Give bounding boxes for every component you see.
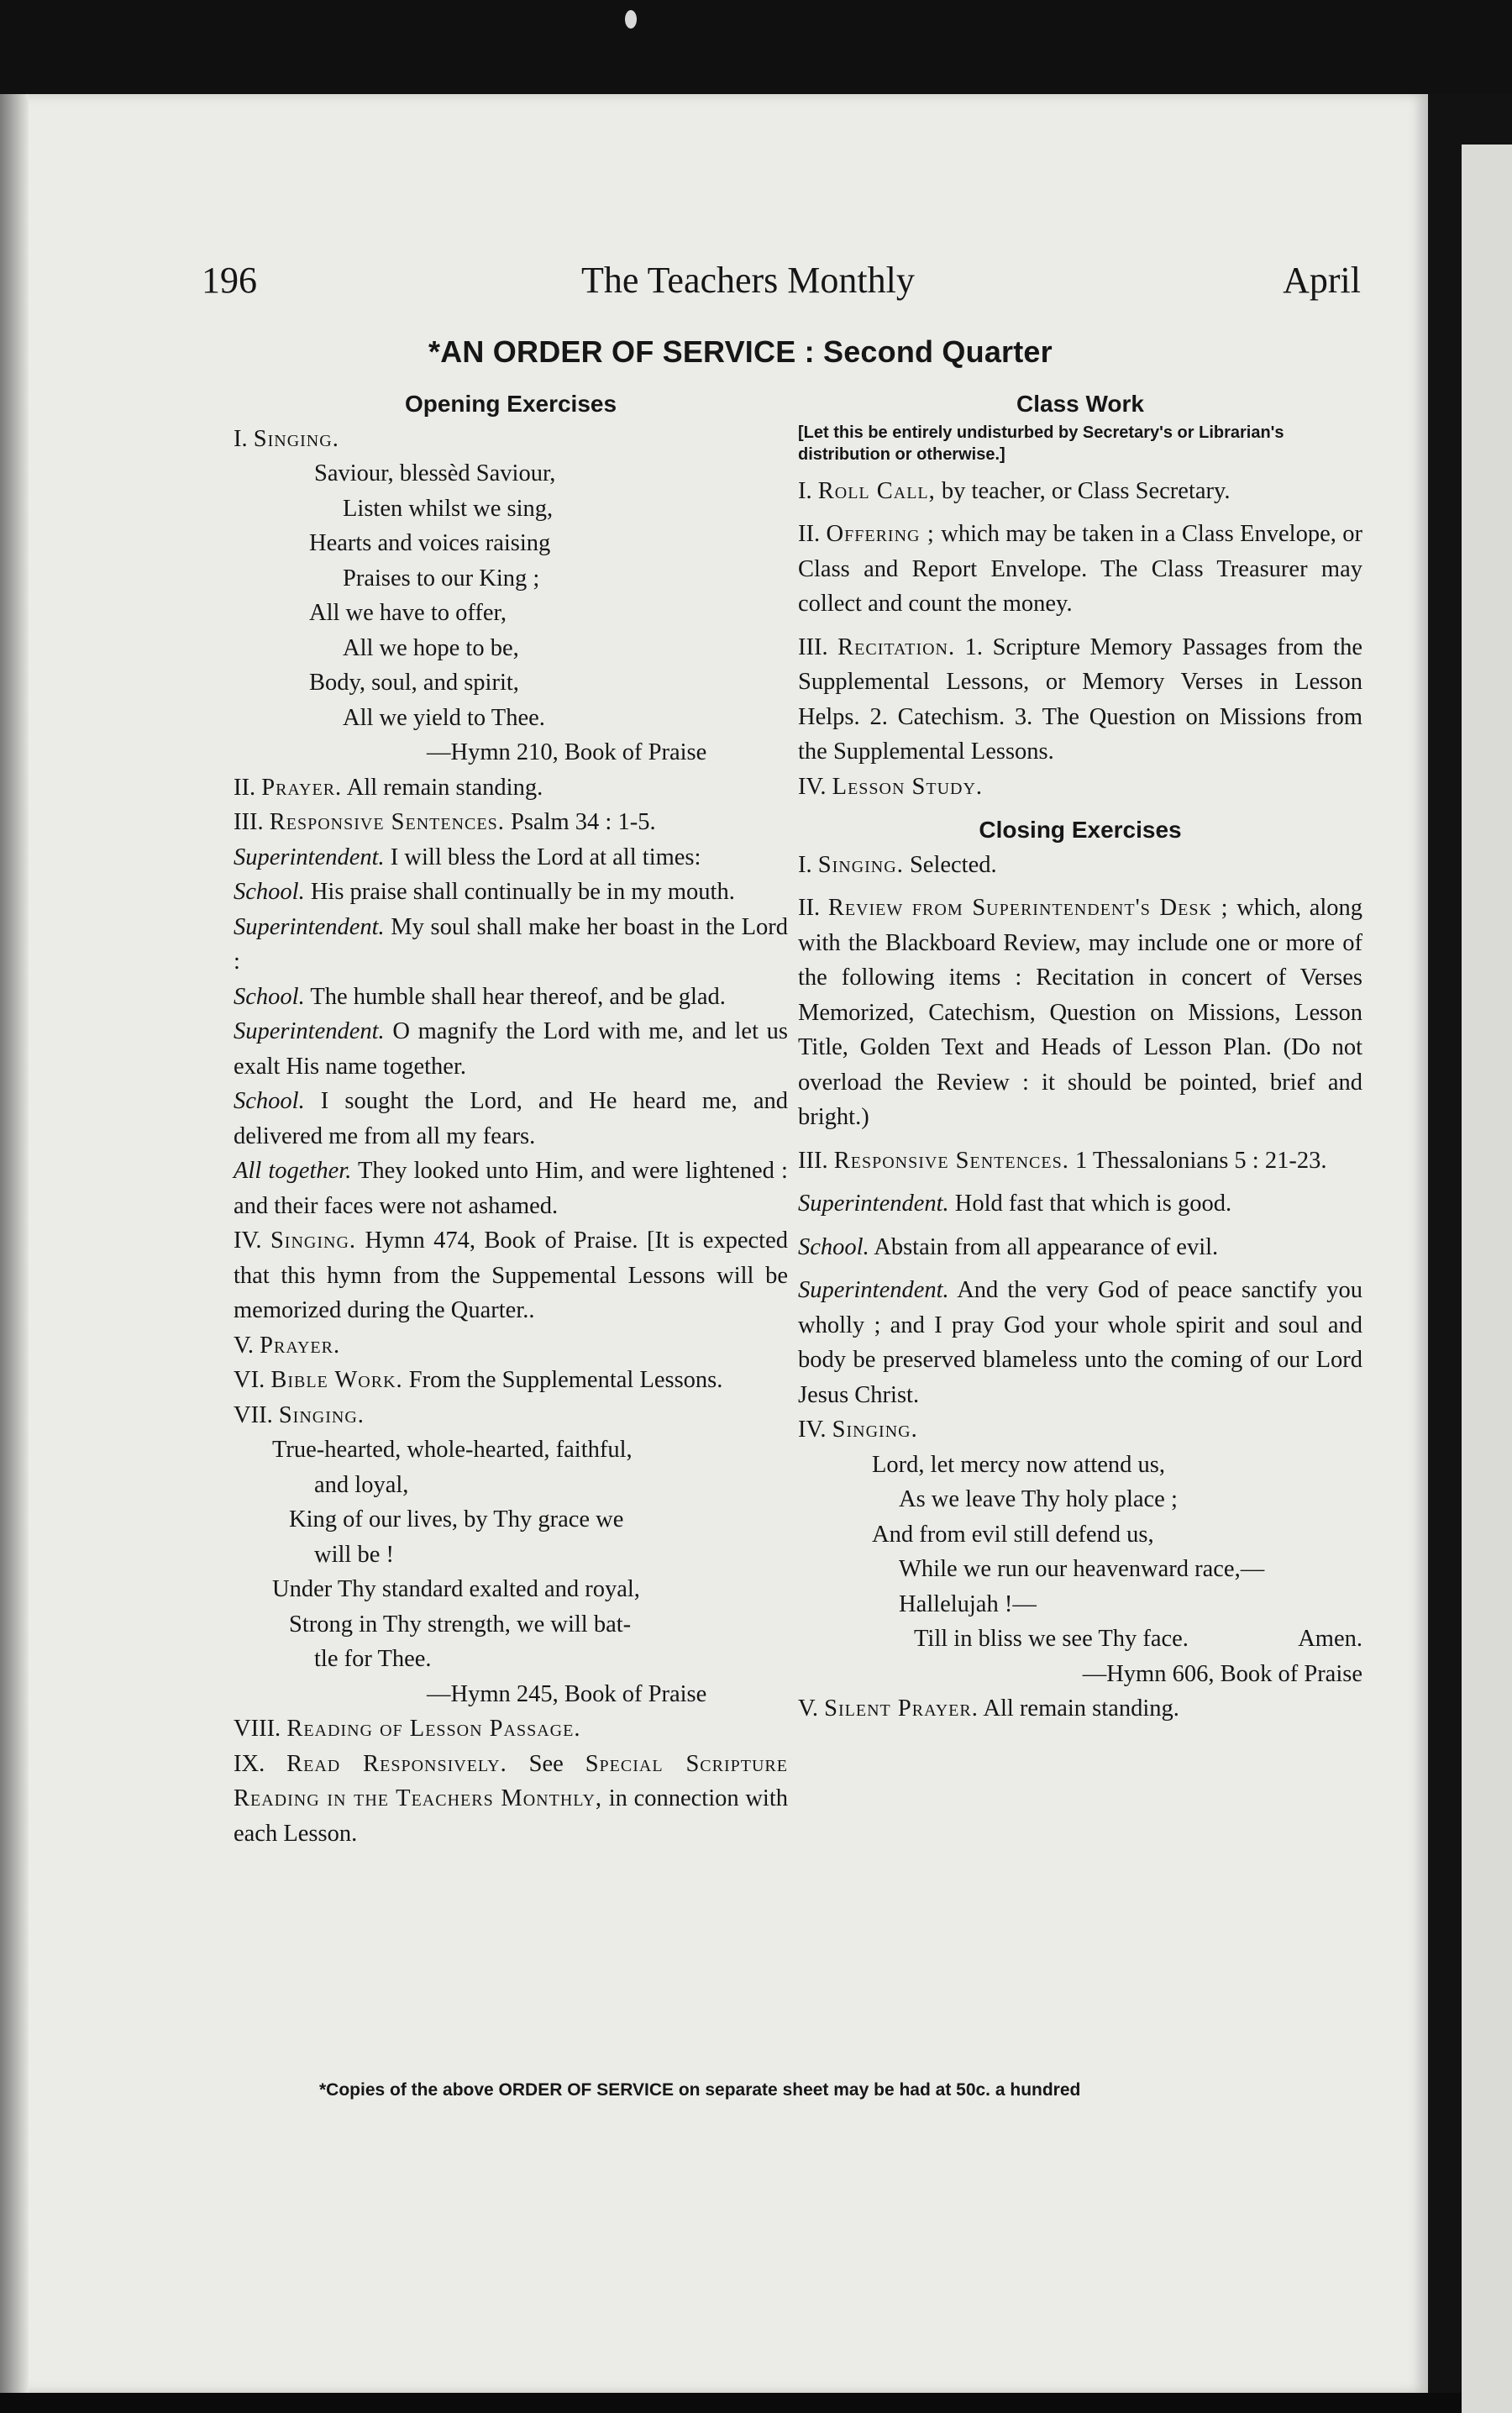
hymn-line: Listen whilst we sing, bbox=[343, 495, 554, 522]
hymn-attribution: —Hymn 245, Book of Praise bbox=[427, 1680, 707, 1707]
hymn-line: will be ! bbox=[314, 1541, 394, 1568]
hymn-line: True-hearted, whole-hearted, faithful, bbox=[272, 1437, 633, 1463]
hymn-line: Hallelujah !— bbox=[899, 1590, 1037, 1617]
responsive-line: All together. They looked unto Him, and were lightened : and their faces were not ashamed. bbox=[234, 1158, 788, 1219]
responsive-line: School. His praise shall continually be in my mouth. bbox=[234, 879, 735, 905]
item-lesson-study: IV. Lesson Study. bbox=[798, 773, 984, 800]
hymn-line: Lord, let mercy now attend us, bbox=[872, 1451, 1166, 1478]
item-reading: VIII. Reading of Lesson Passage. bbox=[234, 1716, 581, 1742]
item-singing-hymn: IV. Singing. Hymn 474, Book of Praise. [It is expected that this hymn from the Suppemental Lessons will be memorized during the Quarter.. bbox=[234, 1228, 788, 1323]
section-heading: Closing Exercises bbox=[979, 817, 1182, 843]
item-singing-2: VII. Singing. bbox=[234, 1401, 365, 1428]
item-review: II. Review from Superintendent's Desk ; which, along with the Blackboard Review, may include one or more of the following items : Recitation in concert of Verses Memorized, Catechism, Question on Missions, Lesson Title, Golden Text and Heads of Lesson Plan. (Do not overload the Review : it should be pointed, brief and bright.) bbox=[798, 895, 1363, 1130]
item-prayer: II. Prayer. All remain standing. bbox=[234, 774, 543, 801]
scan-background bbox=[0, 0, 1512, 99]
hymn-attribution: —Hymn 606, Book of Praise bbox=[1082, 1660, 1362, 1687]
item-bible-work: VI. Bible Work. From the Supplemental Lessons. bbox=[234, 1367, 723, 1393]
page-number: 196 bbox=[202, 260, 257, 301]
page-title: *AN ORDER OF SERVICE : Second Quarter bbox=[428, 334, 1053, 369]
section-heading: Opening Exercises bbox=[404, 391, 617, 417]
item-read-responsively: IX. Read Responsively. See Special Scripture Reading in the Teachers Monthly, in connection with each Lesson. bbox=[234, 1750, 788, 1847]
hymn-attribution: —Hymn 210, Book of Praise bbox=[427, 739, 707, 765]
item-recitation: III. Recitation. 1. Scripture Memory Passages from the Supplemental Lessons, or Memory Verses in Lesson Helps. 2. Catechism. 3. The Question on Missions from the Supplemental Lessons. bbox=[798, 633, 1362, 765]
item-offering: II. Offering ; which may be taken in a Class Envelope, or Class and Report Envelope. The Class Treasurer may collect and count the money. bbox=[798, 521, 1363, 617]
opening-exercises-column bbox=[234, 386, 788, 1851]
hymn-line: Hearts and voices raising bbox=[309, 530, 551, 556]
hymn-line: While we run our heavenward race,— bbox=[899, 1556, 1265, 1582]
hymn-line: Strong in Thy strength, we will bat- bbox=[289, 1611, 632, 1638]
hymn-line: Body, soul, and spirit, bbox=[309, 670, 519, 696]
item-singing: I. Singing. bbox=[234, 425, 339, 452]
responsive-line: Superintendent. And the very God of peace sanctify you wholly ; and I pray God your whole spirit and soul and body be preserved blameless unto the coming of our Lord Jesus Christ. bbox=[798, 1277, 1362, 1408]
hymn-line: Under Thy standard exalted and royal, bbox=[272, 1576, 640, 1602]
hymn-line: And from evil still defend us, bbox=[872, 1521, 1154, 1548]
item-closing-singing-2: IV. Singing. bbox=[798, 1417, 918, 1443]
class-work-note: [Let this be entirely undisturbed by Secretary's or Librarian's distribution or otherwise.] bbox=[798, 423, 1284, 464]
hymn-line: All we have to offer, bbox=[309, 600, 507, 626]
hymn-line: All we yield to Thee. bbox=[343, 704, 545, 731]
item-silent-prayer: V. Silent Prayer. All remain standing. bbox=[798, 1695, 1179, 1722]
item-prayer-2: V. Prayer. bbox=[234, 1332, 341, 1359]
hymn-line: tle for Thee. bbox=[314, 1646, 432, 1672]
hymn-line: Praises to our King ; bbox=[343, 565, 540, 591]
hymn-line: King of our lives, by Thy grace we bbox=[289, 1506, 624, 1532]
hymn-line: Till in bliss we see Thy face. Amen. bbox=[914, 1626, 1362, 1652]
responsive-line: School. I sought the Lord, and He heard me, and delivered me from all my fears. bbox=[234, 1088, 788, 1149]
running-head bbox=[202, 259, 1361, 318]
responsive-line: Superintendent. My soul shall make her boast in the Lord : bbox=[234, 913, 788, 975]
footnote: *Copies of the above ORDER OF SERVICE on separate sheet may be had at 50c. a hundred bbox=[319, 2080, 1081, 2100]
hymn-line: As we leave Thy holy place ; bbox=[899, 1486, 1178, 1512]
hymn-line: Saviour, blessèd Saviour, bbox=[314, 460, 556, 486]
issue-month: April bbox=[1283, 260, 1361, 301]
adjacent-page-edge bbox=[1428, 94, 1512, 2393]
page-gutter bbox=[0, 94, 29, 2393]
hymn-line: All we hope to be, bbox=[343, 634, 519, 661]
responsive-line: School. The humble shall hear thereof, and be glad. bbox=[234, 983, 726, 1010]
section-heading: Class Work bbox=[1016, 391, 1144, 417]
responsive-line: School. Abstain from all appearance of evil. bbox=[798, 1233, 1219, 1260]
item-closing-responsive: III. Responsive Sentences. 1 Thessalonians 5 : 21-23. bbox=[798, 1147, 1327, 1174]
hymn-line: and loyal, bbox=[314, 1471, 409, 1498]
binding-mark bbox=[625, 10, 637, 29]
class-work-column bbox=[798, 386, 1362, 1727]
journal-title: The Teachers Monthly bbox=[581, 260, 915, 301]
item-responsive-sentences: III. Responsive Sentences. Psalm 34 : 1-5. bbox=[234, 809, 656, 835]
item-roll-call: I. Roll Call, by teacher, or Class Secretary. bbox=[798, 477, 1231, 504]
responsive-line: Superintendent. Hold fast that which is good. bbox=[798, 1191, 1232, 1217]
responsive-line: Superintendent. O magnify the Lord with me, and let us exalt His name together. bbox=[234, 1018, 788, 1080]
item-closing-singing: I. Singing. Selected. bbox=[798, 851, 997, 878]
responsive-line: Superintendent. I will bless the Lord at all times: bbox=[234, 844, 701, 870]
